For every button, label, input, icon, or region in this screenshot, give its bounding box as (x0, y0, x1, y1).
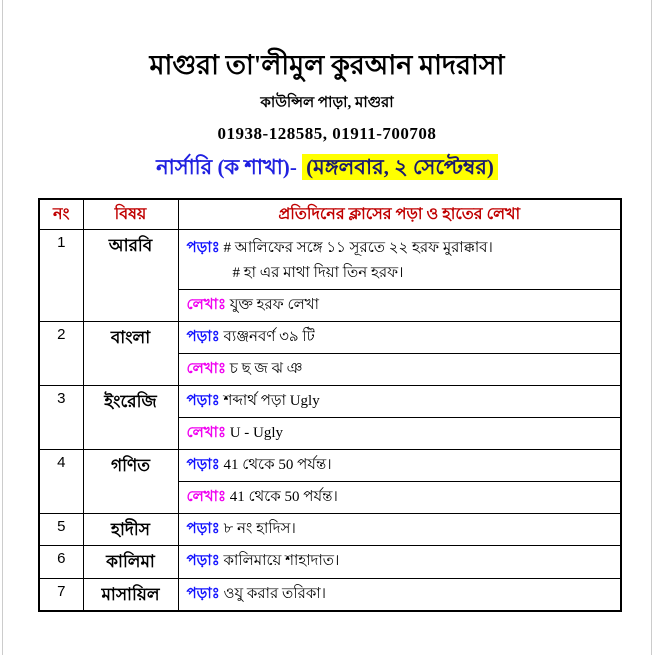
table-row (39, 229, 621, 289)
read-cell (178, 229, 621, 289)
table-row (39, 513, 621, 545)
table-row (39, 578, 621, 611)
subject-cell: মাসায়িল (83, 578, 178, 611)
row-number-cell: 5 (39, 513, 83, 545)
read-cell (178, 545, 621, 578)
schedule-table (38, 198, 622, 612)
header-daily-work: প্রতিদিনের ক্লাসের পড়া ও হাতের লেখা (178, 199, 621, 229)
read-label: পড়াঃ (186, 239, 220, 256)
row-number-cell: 2 (39, 321, 83, 385)
write-label: লেখাঃ (186, 296, 226, 313)
subject-cell: আরবি (83, 229, 178, 321)
header-subject: বিষয় (83, 199, 178, 229)
read-text: ব্যঞ্জনবর্ণ ৩৯ টি (223, 328, 315, 345)
write-cell (178, 353, 621, 385)
read-cell (178, 385, 621, 417)
read-cell (178, 449, 621, 481)
read-cell (178, 578, 621, 611)
header-no: নং (39, 199, 83, 229)
write-text: U - Ugly (229, 424, 284, 441)
read-label: পড়াঃ (186, 328, 220, 345)
write-label: লেখাঃ (186, 488, 226, 505)
read-label: পড়াঃ (186, 456, 220, 473)
row-number-cell: 4 (39, 449, 83, 513)
read-label: পড়াঃ (186, 520, 220, 537)
page-title: মাগুরা তা'লীমুল কুরআন মাদরাসা (149, 50, 505, 80)
table-header-row (39, 199, 621, 229)
read-label: পড়াঃ (186, 585, 220, 602)
document-page (2, 0, 652, 655)
write-cell (178, 417, 621, 449)
write-cell (178, 481, 621, 513)
table-row (39, 449, 621, 481)
read-label: পড়াঃ (186, 392, 220, 409)
write-text: 41 থেকে 50 পর্যন্ত। (229, 488, 338, 505)
row-number-cell: 3 (39, 385, 83, 449)
read-text: ওযু করার তরিকা। (223, 585, 327, 602)
read-text: 41 থেকে 50 পর্যন্ত। (223, 456, 332, 473)
read-text: ৮ নং হাদিস। (223, 520, 296, 537)
row-number-cell: 7 (39, 578, 83, 611)
subject-cell: গণিত (83, 449, 178, 513)
class-name: নার্সারি (ক শাখা) (156, 155, 290, 179)
read-text: # আলিফের সঙ্গে ১১ সূরতে ২২ হরফ মুরাক্কাব। (223, 239, 493, 256)
phone-numbers: 01938-128585, 01911-700708 (217, 124, 437, 143)
subject-cell: হাদীস (83, 513, 178, 545)
class-line (3, 151, 651, 186)
write-cell (178, 289, 621, 321)
table-row (39, 385, 621, 417)
row-number-cell: 6 (39, 545, 83, 578)
read-text: কালিমায়ে শাহাদাত। (223, 553, 340, 569)
read-cell (178, 513, 621, 545)
subject-cell: বাংলা (83, 321, 178, 385)
write-text: যুক্ত হরফ লেখা (229, 296, 319, 313)
subject-cell: কালিমা (83, 545, 178, 578)
row-number-cell: 1 (39, 229, 83, 321)
table-row (39, 545, 621, 578)
write-text: চ ছ জ ঝ ঞ (229, 360, 303, 377)
table-row (39, 321, 621, 353)
read-label: পড়াঃ (186, 553, 220, 569)
write-label: লেখাঃ (186, 424, 226, 441)
class-separator: - (289, 155, 303, 179)
read-text-line2: # হা এর মাথা দিয়া তিন হরফ। (232, 264, 404, 281)
read-cell (178, 321, 621, 353)
write-label: লেখাঃ (186, 360, 226, 377)
address-line: কাউন্সিল পাড়া, মাগুরা (260, 95, 394, 111)
page-header (3, 0, 651, 186)
subject-cell: ইংরেজি (83, 385, 178, 449)
class-date-highlight: (মঙ্গলবার, ২ সেপ্টেম্বর) (302, 154, 498, 180)
read-text: শব্দার্থ পড়া Ugly (223, 392, 320, 409)
